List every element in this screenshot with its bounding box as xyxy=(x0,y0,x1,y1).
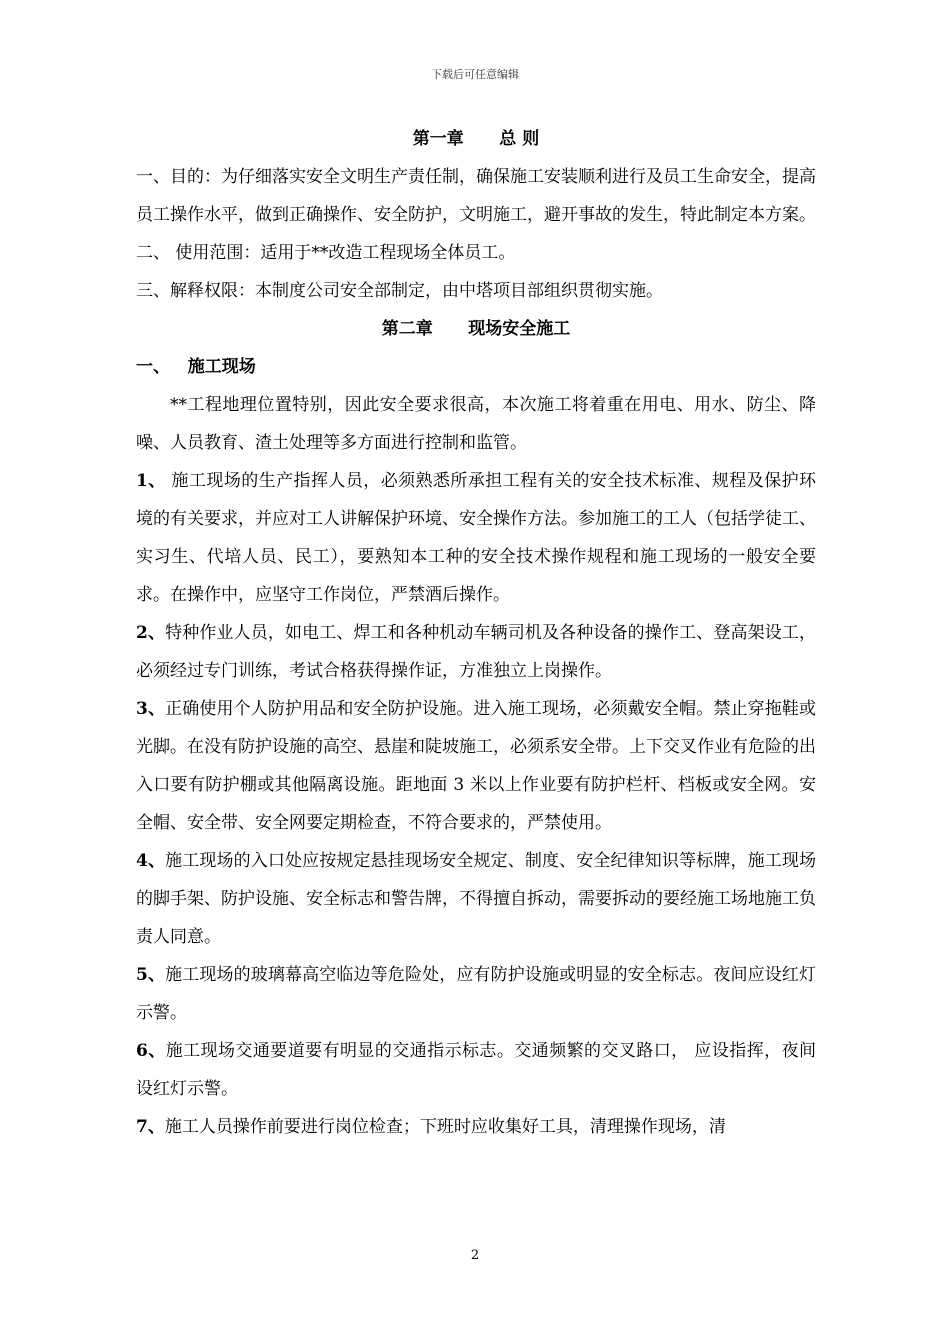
header-note: 下载后可任意编辑 xyxy=(431,68,519,81)
chapter-1-item-1: 一、目的：为仔细落实安全文明生产责任制，确保施工安装顺利进行及员工生命安全，提高员工操作水平，做到正确操作、安全防护，文明施工，避开事故的发生，特此制定本方案。 xyxy=(136,167,816,225)
section-1-intro: **工程地理位置特别，因此安全要求很高，本次施工将着重在用电、用水、防尘、降噪、人员教育、渣土处理等多方面进行控制和监管。 xyxy=(136,395,816,453)
rule-text: 特种作业人员，如电工、焊工和各种机动车辆司机及各种设备的操作工、登高架设工，必须经过专门训练，考试合格获得操作证，方准独立上岗操作。 xyxy=(136,623,816,681)
page-number: 2 xyxy=(470,1248,480,1263)
rule-item-4 xyxy=(136,842,816,956)
chapter-1-item-3: 三、解释权限：本制度公司安全部制定，由中塔项目部组织贯彻实施。 xyxy=(136,281,663,301)
rule-text: 施工人员操作前要进行岗位检查；下班时应收集好工具，清理操作现场，清 xyxy=(164,1117,726,1137)
rule-item-1 xyxy=(136,462,816,614)
rule-item-7 xyxy=(136,1108,816,1146)
rule-item-2 xyxy=(136,614,816,690)
rule-number: 6、 xyxy=(136,1041,166,1061)
rule-item-5 xyxy=(136,956,816,1032)
chapter-2-title: 第二章 现场安全施工 xyxy=(381,319,571,339)
rule-number: 2、 xyxy=(136,623,166,643)
chapter-1-title: 第一章 总 则 xyxy=(412,129,540,149)
rule-text: 施工现场交通要道要有明显的交通指示标志。交通频繁的交叉路口， 应设指挥，夜间设红灯示警。 xyxy=(136,1041,816,1099)
rule-text: 施工现场的入口处应按规定悬挂现场安全规定、制度、安全纪律知识等标牌，施工现场的脚手架、防护设施、安全标志和警告牌，不得擅自拆动，需要拆动的要经施工场地施工负责人同意。 xyxy=(136,851,816,947)
rule-text: 正确使用个人防护用品和安全防护设施。进入施工现场，必须戴安全帽。禁止穿拖鞋或光脚。在没有防护设施的高空、悬崖和陡坡施工，必须系安全带。上下交叉作业有危险的出入口要有防护棚或其他隔离设施。距地面 3 米以上作业要有防护栏杆、档板或安全网。安全帽、安全带、安全网要定期检查，不符合要求的，严禁使用。 xyxy=(136,699,816,833)
document-body xyxy=(136,120,816,1146)
rule-item-3 xyxy=(136,690,816,842)
rule-text: 施工现场的生产指挥人员，必须熟悉所承担工程有关的安全技术标准、规程及保护环境的有关要求，并应对工人讲解保护环境、安全操作方法。参加施工的工人（包括学徒工、实习生、代培人员、民工），要熟知本工种的安全技术操作规程和施工现场的一般安全要求。在操作中，应坚守工作岗位，严禁酒后操作。 xyxy=(136,471,816,605)
chapter-1-item-2: 二、 使用范围：适用于**改造工程现场全体员工。 xyxy=(136,243,516,263)
section-1-title: 一、 施工现场 xyxy=(136,357,256,377)
rule-number: 5、 xyxy=(136,965,166,985)
rule-number: 4、 xyxy=(136,851,166,871)
rule-item-6 xyxy=(136,1032,816,1108)
rule-text: 施工现场的玻璃幕高空临边等危险处，应有防护设施或明显的安全标志。夜间应设红灯示警。 xyxy=(136,965,816,1023)
rule-number: 3、 xyxy=(136,699,166,719)
rule-number: 1、 xyxy=(136,471,166,491)
rule-number: 7、 xyxy=(136,1117,165,1137)
